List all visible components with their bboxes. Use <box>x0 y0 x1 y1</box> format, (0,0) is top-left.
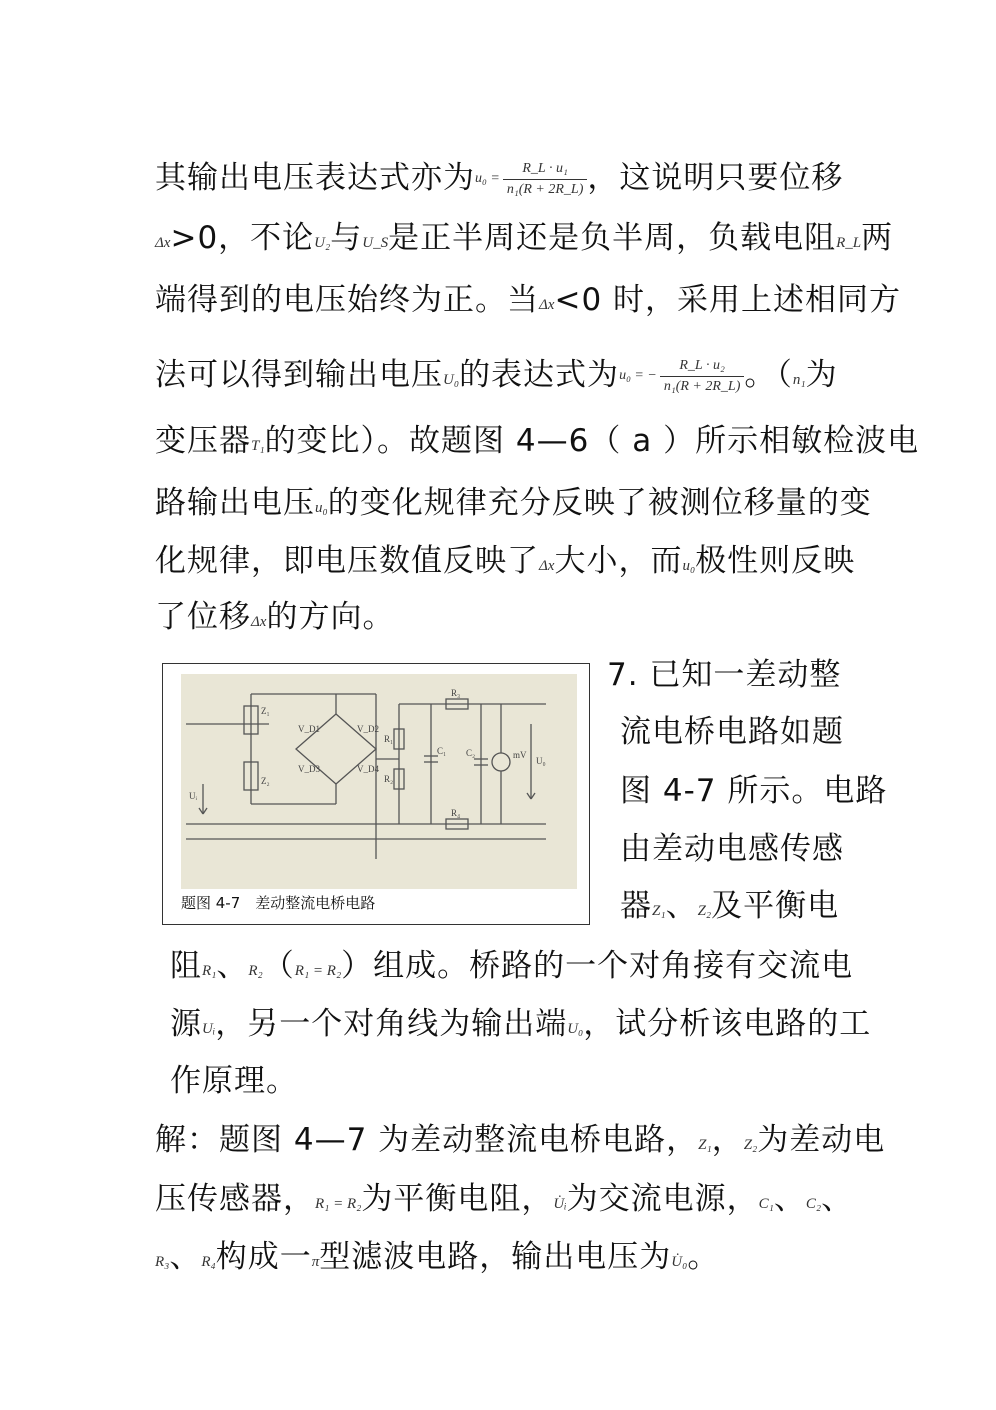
text-line: 阻R₁、R₂（R₁ = R₂）组成。桥路的一个对角接有交流电 <box>170 948 854 984</box>
text-line: R₃、R₄构成一π型滤波电路，输出电压为U̇₀。 <box>155 1239 720 1275</box>
text-line: 变压器T₁的变比）。故题图 4—6（ a ）所示相敏检波电 <box>155 423 920 459</box>
label-mv: mV <box>513 750 527 760</box>
label-vd1: V_D1 <box>298 724 320 734</box>
text-line: 图 4-7 所示。电路 <box>620 773 888 809</box>
text-line: 流电桥电路如题 <box>620 714 844 750</box>
text-line: 解：题图 4—7 为差动整流电桥电路，Z₁，Z₂为差动电 <box>155 1122 886 1158</box>
circuit-diagram-image <box>181 674 577 889</box>
label-vd4: V_D4 <box>357 764 379 774</box>
text-line: 器Z₁、Z₂及平衡电 <box>620 888 840 924</box>
label-z2: Z₂ <box>261 776 270 786</box>
text-line: 源Uᵢ，另一个对角线为输出端U₀，试分析该电路的工 <box>170 1006 872 1042</box>
text-line: 7. 已知一差动整 <box>607 657 842 693</box>
text-line: 压传感器，R₁ = R₂为平衡电阻，U̇ᵢ为交流电源，C₁、C₂、 <box>155 1181 854 1217</box>
label-r4: R₄ <box>451 808 461 818</box>
label-c1: C₁ <box>437 746 447 756</box>
text-line: 作原理。 <box>170 1063 298 1099</box>
text-line: 了位移Δx的方向。 <box>155 599 395 635</box>
label-r1: R₁ <box>384 734 394 744</box>
circuit-diagram <box>181 674 577 889</box>
text-line: 路输出电压u₀的变化规律充分反映了被测位移量的变 <box>155 485 872 521</box>
label-z1: Z₁ <box>261 706 270 716</box>
label-vd3: V_D3 <box>298 764 320 774</box>
text-line: 法可以得到输出电压U₀的表达式为u₀ = − $\frac{\text{R\_L · u₂}}{\text{n₁(R + 2R\_L)}}$ 。（n₁为 <box>155 355 838 400</box>
label-vd2: V_D2 <box>357 724 379 734</box>
text-line: 化规律，即电压数值反映了Δx大小，而u₀极性则反映 <box>155 543 856 579</box>
label-r2: R₂ <box>384 774 394 784</box>
label-r3: R₃ <box>451 688 461 698</box>
text-line: Δx>0，不论U₂与U_S是正半周还是负半周，负载电阻R_L两 <box>155 220 894 256</box>
text-line: 由差动电感传感 <box>620 831 844 867</box>
label-c2: C₂ <box>466 748 476 758</box>
text-line: 端得到的电压始终为正。当Δx<0 时，采用上述相同方 <box>155 282 902 318</box>
label-ui: Uᵢ <box>189 791 197 801</box>
formula-u0: u₀ = $\frac{\text{R\_L · u₁}}{\text{n₁(R + 2R\_L)}}$ <box>475 159 587 199</box>
figure-4-7 <box>162 663 590 925</box>
text-line: 其输出电压表达式亦为u₀ = $\frac{\text{R\_L · u₁}}{\text{n₁(R + 2R\_L)}}$ ，这说明只要位移 <box>155 158 843 200</box>
formula-u0-negative: u₀ = − $\frac{\text{R\_L · u₂}}{\text{n₁(R + 2R\_L)}}$ <box>619 356 744 396</box>
figure-caption: 题图 4-7 差动整流电桥电路 <box>181 894 376 912</box>
label-uo: U₀ <box>536 756 546 766</box>
